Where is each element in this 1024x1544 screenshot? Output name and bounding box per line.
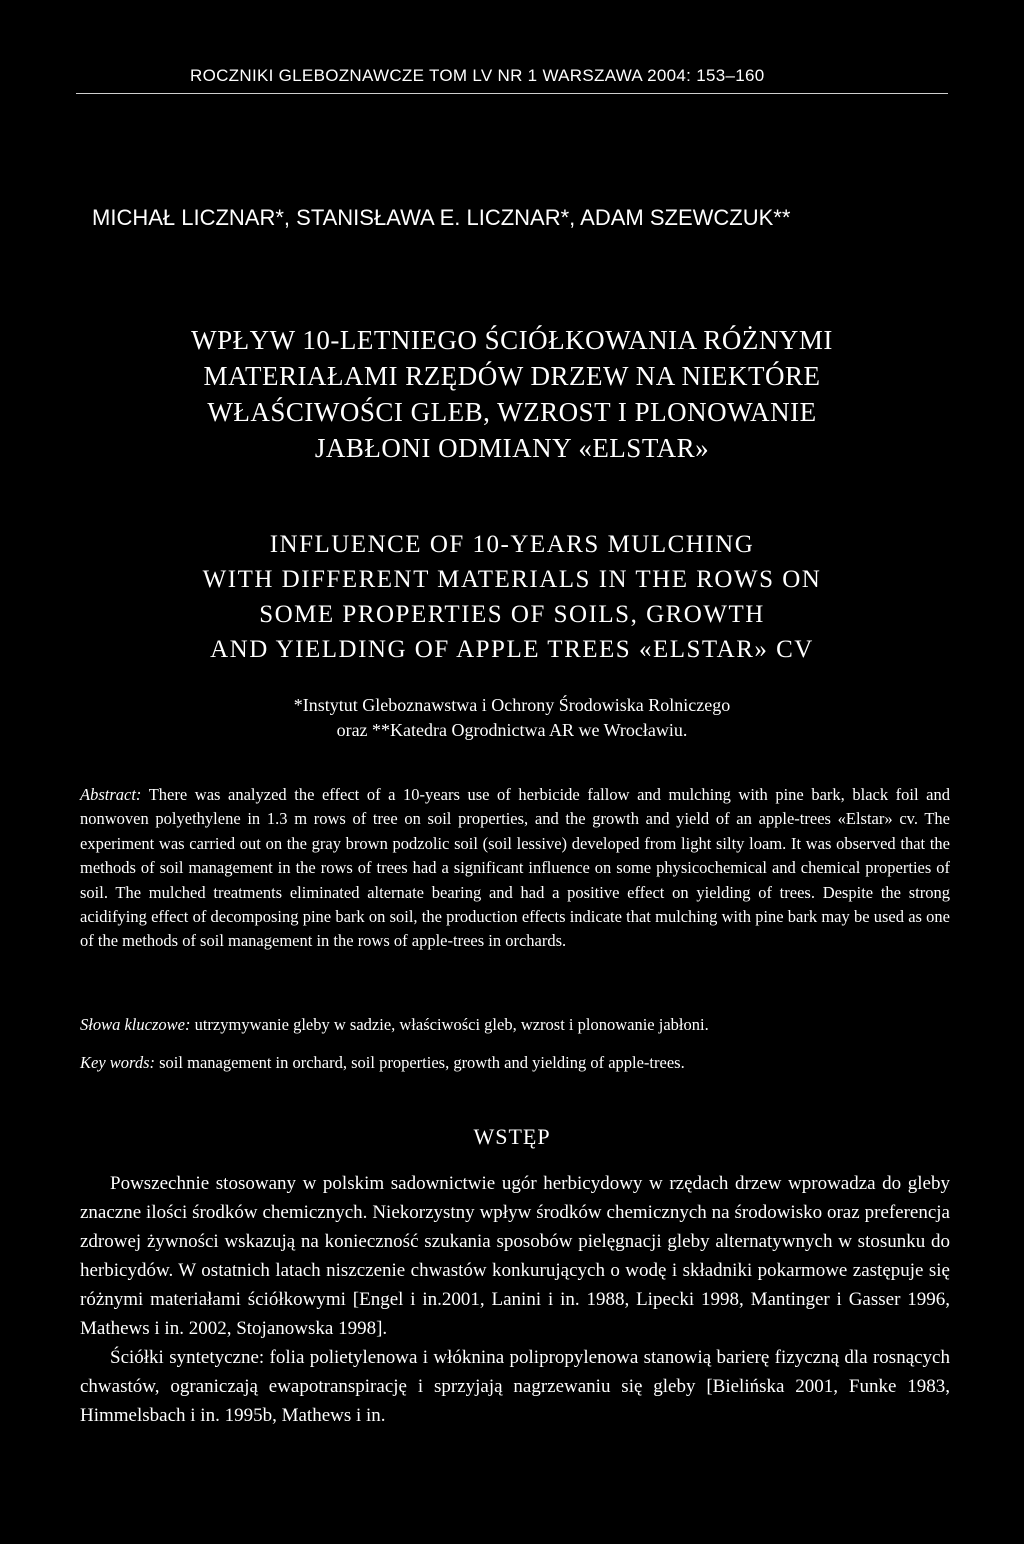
keywords-pl-label: Słowa kluczowe: (80, 1015, 191, 1034)
introduction (80, 1169, 950, 1430)
intro-paragraph: Powszechnie stosowany w polskim sadownictwie ugór herbicydowy w rzędach drzew wprowadza do gleby znaczne ilości środków chemicznych. Niekorzystny wpływ środków chemicznych na środowisko oraz preferencja zdrowej żywności wskazują na konieczność szukania sposobów pielęgnacji gleby alternatywnych w stosunku do herbicydów. W ostatnich latach niszczenie chwastów konkurujących o wodę i składniki pokarmowe zastępuje się różnymi materiałami ściółkowymi [Engel i in.2001, Lanini i in. 1988, Lipecki 1998, Mantinger i Gasser 1996, Mathews i in. 2002, Stojanowska 1998]. (80, 1173, 950, 1339)
abstract (80, 783, 950, 954)
title-pl-line: JABŁONI ODMIANY «ELSTAR» (314, 433, 710, 463)
abstract-label: Abstract: (80, 785, 142, 804)
keywords-en-label: Key words: (80, 1053, 156, 1072)
keywords-en-text: soil management in orchard, soil properties, growth and yielding of apple-trees. (159, 1053, 685, 1072)
intro-paragraph: Ściółki syntetyczne: folia polietylenowa i włóknina polipropylenowa stanowią barierę fizyczną dla rosnących chwastów, ograniczają ewapotranspirację i sprzyjają nagrzewaniu się gleby [Bielińska 2001, Funke 1983, Himmelsbach i in. 1995b, Mathews i in. (80, 1347, 950, 1426)
title-en-line: INFLUENCE OF 10-YEARS MULCHING (269, 531, 755, 558)
abstract-text: There was analyzed the effect of a 10-years use of herbicide fallow and mulching with pine bark, black foil and nonwoven polyethylene in 1.3 m rows of tree on soil properties, and the growth and yield of an apple-trees «Elstar» cv. The experiment was carried out on the gray brown podzolic soil (soil lessive) developed from light silty loam. It was observed that the methods of soil management in the rows of trees had a significant influence on some physicochemical and chemical properties of soil. The mulched treatments eliminated alternate bearing and had a positive effect on yielding of trees. Despite the strong acidifying effect of decomposing pine bark on soil, the production effects indicate that mulching with pine bark may be used as one of the methods of soil management in the rows of apple-trees in orchards. (80, 785, 950, 951)
title-en-line: WITH DIFFERENT MATERIALS IN THE ROWS ON (202, 566, 822, 593)
affiliation (60, 693, 964, 743)
title-pl-line: WPŁYW 10-LETNIEGO ŚCIÓŁKOWANIA RÓŻNYMI (191, 325, 833, 355)
header-rule (76, 93, 948, 94)
title-english (60, 527, 964, 667)
affiliation-line: oraz **Katedra Ogrodnictwa AR we Wrocławiu. (336, 720, 688, 740)
authors: MICHAŁ LICZNAR*, STANISŁAWA E. LICZNAR*, ADAM SZEWCZUK** (92, 205, 791, 230)
keywords-english (80, 1053, 950, 1073)
keywords-pl-text: utrzymywanie gleby w sadzie, właściwości gleb, wzrost i plonowanie jabłoni. (194, 1015, 709, 1034)
affiliation-line: *Instytut Gleboznawstwa i Ochrony Środowiska Rolniczego (293, 695, 731, 715)
title-pl-line: WŁAŚCIWOŚCI GLEB, WZROST I PLONOWANIE (207, 397, 817, 427)
title-pl-line: MATERIAŁAMI RZĘDÓW DRZEW NA NIEKTÓRE (203, 361, 821, 391)
title-polish (60, 322, 964, 466)
title-en-line: SOME PROPERTIES OF SOILS, GROWTH (259, 601, 765, 628)
section-heading: WSTĘP (473, 1124, 551, 1149)
title-en-line: AND YIELDING OF APPLE TREES «ELSTAR» CV (210, 636, 814, 663)
keywords-polish (80, 1015, 950, 1035)
journal-header: ROCZNIKI GLEBOZNAWCZE TOM LV NR 1 WARSZAWA 2004: 153–160 (190, 66, 765, 85)
